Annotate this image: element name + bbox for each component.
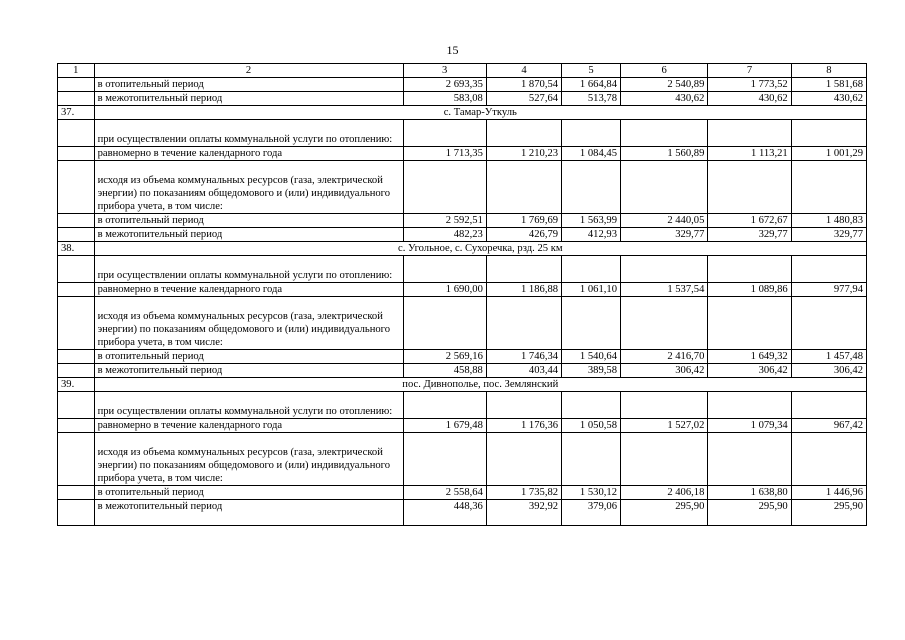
empty-cell <box>403 120 486 147</box>
tariff-table <box>57 63 867 526</box>
empty-cell <box>403 433 486 486</box>
column-header: 3 <box>403 64 486 78</box>
value-cell: 2 592,51 <box>403 214 486 228</box>
value-cell: 426,79 <box>486 228 561 242</box>
empty-cell <box>791 433 866 486</box>
value-cell: 1 713,35 <box>403 147 486 161</box>
value-cell: 1 061,10 <box>562 283 621 297</box>
value-cell: 2 693,35 <box>403 78 486 92</box>
row-number-cell <box>58 486 95 500</box>
value-cell: 1 480,83 <box>791 214 866 228</box>
empty-cell <box>621 297 708 350</box>
column-header: 7 <box>708 64 791 78</box>
value-cell: 1 746,34 <box>486 350 561 364</box>
row-number-cell <box>58 392 95 419</box>
offseason-period-row <box>58 500 867 526</box>
column-header: 8 <box>791 64 866 78</box>
value-cell: 1 563,99 <box>562 214 621 228</box>
page-number: 15 <box>446 43 459 57</box>
row-label: в межотопительный период <box>94 500 403 526</box>
empty-cell <box>621 392 708 419</box>
value-cell: 1 735,82 <box>486 486 561 500</box>
value-cell: 295,90 <box>791 500 866 526</box>
section-header-row <box>58 242 867 256</box>
value-cell: 412,93 <box>562 228 621 242</box>
row-number-cell <box>58 147 95 161</box>
row-number-cell <box>58 283 95 297</box>
row-label: в отопительный период <box>94 214 403 228</box>
empty-cell <box>621 120 708 147</box>
column-header: 6 <box>621 64 708 78</box>
table-row <box>58 92 867 106</box>
value-cell: 448,36 <box>403 500 486 526</box>
value-cell: 513,78 <box>562 92 621 106</box>
empty-cell <box>403 256 486 283</box>
section-header-row <box>58 106 867 120</box>
value-cell: 458,88 <box>403 364 486 378</box>
value-cell: 1 113,21 <box>708 147 791 161</box>
empty-cell <box>791 120 866 147</box>
row-label: в межотопительный период <box>94 92 403 106</box>
empty-cell <box>486 256 561 283</box>
row-label: при осуществлении оплаты коммунальной услуги по отоплению: <box>94 256 403 283</box>
empty-cell <box>562 297 621 350</box>
row-number-cell <box>58 256 95 283</box>
payment-heading-row <box>58 120 867 147</box>
empty-cell <box>486 297 561 350</box>
empty-cell <box>621 161 708 214</box>
value-cell: 392,92 <box>486 500 561 526</box>
column-header-row <box>58 64 867 78</box>
row-label: в отопительный период <box>94 350 403 364</box>
locality-name: с. Тамар-Уткуль <box>94 106 866 120</box>
empty-cell <box>621 433 708 486</box>
empty-cell <box>562 433 621 486</box>
value-cell: 1 540,64 <box>562 350 621 364</box>
value-cell: 482,23 <box>403 228 486 242</box>
empty-cell <box>486 161 561 214</box>
value-cell: 1 690,00 <box>403 283 486 297</box>
column-header: 5 <box>562 64 621 78</box>
value-cell: 1 176,36 <box>486 419 561 433</box>
value-cell: 1 186,88 <box>486 283 561 297</box>
row-number-cell <box>58 433 95 486</box>
column-header: 1 <box>58 64 95 78</box>
offseason-period-row <box>58 364 867 378</box>
row-number-cell <box>58 78 95 92</box>
row-number-cell <box>58 228 95 242</box>
row-number-cell <box>58 350 95 364</box>
empty-cell <box>486 120 561 147</box>
uniform-payment-row <box>58 147 867 161</box>
value-cell: 2 569,16 <box>403 350 486 364</box>
value-cell: 1 537,54 <box>621 283 708 297</box>
value-cell: 329,77 <box>621 228 708 242</box>
value-cell: 1 769,69 <box>486 214 561 228</box>
value-cell: 389,58 <box>562 364 621 378</box>
row-label: в отопительный период <box>94 486 403 500</box>
empty-cell <box>403 392 486 419</box>
value-cell: 379,06 <box>562 500 621 526</box>
value-cell: 1 649,32 <box>708 350 791 364</box>
value-cell: 403,44 <box>486 364 561 378</box>
row-label: исходя из объема коммунальных ресурсов (газа, электрической энергии) по показаниям общедомового и (или) индивидуального прибора учета, в том числе: <box>94 161 403 214</box>
value-cell: 295,90 <box>708 500 791 526</box>
heating-period-row <box>58 350 867 364</box>
row-number-cell <box>58 297 95 350</box>
empty-cell <box>791 256 866 283</box>
value-cell: 977,94 <box>791 283 866 297</box>
empty-cell <box>708 433 791 486</box>
value-cell: 2 540,89 <box>621 78 708 92</box>
row-label: равномерно в течение календарного года <box>94 419 403 433</box>
section-number: 39. <box>58 378 95 392</box>
empty-cell <box>791 297 866 350</box>
offseason-period-row <box>58 228 867 242</box>
value-cell: 583,08 <box>403 92 486 106</box>
value-cell: 1 446,96 <box>791 486 866 500</box>
empty-cell <box>708 256 791 283</box>
value-cell: 967,42 <box>791 419 866 433</box>
section-header-row <box>58 378 867 392</box>
value-cell: 1 527,02 <box>621 419 708 433</box>
section-number: 37. <box>58 106 95 120</box>
value-cell: 2 406,18 <box>621 486 708 500</box>
value-cell: 430,62 <box>791 92 866 106</box>
value-cell: 430,62 <box>708 92 791 106</box>
row-label: равномерно в течение календарного года <box>94 147 403 161</box>
row-label: равномерно в течение календарного года <box>94 283 403 297</box>
meter-heading-row <box>58 433 867 486</box>
value-cell: 527,64 <box>486 92 561 106</box>
value-cell: 1 638,80 <box>708 486 791 500</box>
value-cell: 329,77 <box>791 228 866 242</box>
empty-cell <box>562 256 621 283</box>
meter-heading-row <box>58 297 867 350</box>
empty-cell <box>621 256 708 283</box>
value-cell: 1 457,48 <box>791 350 866 364</box>
empty-cell <box>562 161 621 214</box>
empty-cell <box>403 161 486 214</box>
payment-heading-row <box>58 256 867 283</box>
value-cell: 1 672,67 <box>708 214 791 228</box>
empty-cell <box>708 120 791 147</box>
value-cell: 1 664,84 <box>562 78 621 92</box>
row-number-cell <box>58 120 95 147</box>
value-cell: 306,42 <box>708 364 791 378</box>
value-cell: 1 210,23 <box>486 147 561 161</box>
empty-cell <box>708 161 791 214</box>
value-cell: 2 440,05 <box>621 214 708 228</box>
row-number-cell <box>58 500 95 526</box>
value-cell: 2 558,64 <box>403 486 486 500</box>
empty-cell <box>562 120 621 147</box>
heating-period-row <box>58 214 867 228</box>
value-cell: 1 679,48 <box>403 419 486 433</box>
payment-heading-row <box>58 392 867 419</box>
row-label: исходя из объема коммунальных ресурсов (газа, электрической энергии) по показаниям общедомового и (или) индивидуального прибора учета, в том числе: <box>94 433 403 486</box>
uniform-payment-row <box>58 283 867 297</box>
row-label: исходя из объема коммунальных ресурсов (газа, электрической энергии) по показаниям общедомового и (или) индивидуального прибора учета, в том числе: <box>94 297 403 350</box>
value-cell: 1 050,58 <box>562 419 621 433</box>
value-cell: 1 530,12 <box>562 486 621 500</box>
empty-cell <box>791 161 866 214</box>
meter-heading-row <box>58 161 867 214</box>
row-label: при осуществлении оплаты коммунальной услуги по отоплению: <box>94 392 403 419</box>
locality-name: пос. Дивнополье, пос. Землянский <box>94 378 866 392</box>
heating-period-row <box>58 486 867 500</box>
row-label: в отопительный период <box>94 78 403 92</box>
value-cell: 430,62 <box>621 92 708 106</box>
value-cell: 295,90 <box>621 500 708 526</box>
empty-cell <box>708 392 791 419</box>
value-cell: 2 416,70 <box>621 350 708 364</box>
value-cell: 1 001,29 <box>791 147 866 161</box>
value-cell: 306,42 <box>791 364 866 378</box>
uniform-payment-row <box>58 419 867 433</box>
value-cell: 1 560,89 <box>621 147 708 161</box>
empty-cell <box>562 392 621 419</box>
value-cell: 1 084,45 <box>562 147 621 161</box>
empty-cell <box>403 297 486 350</box>
row-label: в межотопительный период <box>94 364 403 378</box>
value-cell: 1 079,34 <box>708 419 791 433</box>
empty-cell <box>486 433 561 486</box>
row-number-cell <box>58 92 95 106</box>
section-number: 38. <box>58 242 95 256</box>
row-number-cell <box>58 364 95 378</box>
table-row <box>58 78 867 92</box>
locality-name: с. Угольное, с. Сухоречка, рзд. 25 км <box>94 242 866 256</box>
row-number-cell <box>58 419 95 433</box>
row-number-cell <box>58 214 95 228</box>
value-cell: 306,42 <box>621 364 708 378</box>
value-cell: 329,77 <box>708 228 791 242</box>
column-header: 4 <box>486 64 561 78</box>
row-label: при осуществлении оплаты коммунальной услуги по отоплению: <box>94 120 403 147</box>
row-number-cell <box>58 161 95 214</box>
column-header: 2 <box>94 64 403 78</box>
row-label: в межотопительный период <box>94 228 403 242</box>
empty-cell <box>791 392 866 419</box>
value-cell: 1 773,52 <box>708 78 791 92</box>
empty-cell <box>486 392 561 419</box>
empty-cell <box>708 297 791 350</box>
value-cell: 1 870,54 <box>486 78 561 92</box>
value-cell: 1 089,86 <box>708 283 791 297</box>
table-body <box>58 64 867 526</box>
value-cell: 1 581,68 <box>791 78 866 92</box>
